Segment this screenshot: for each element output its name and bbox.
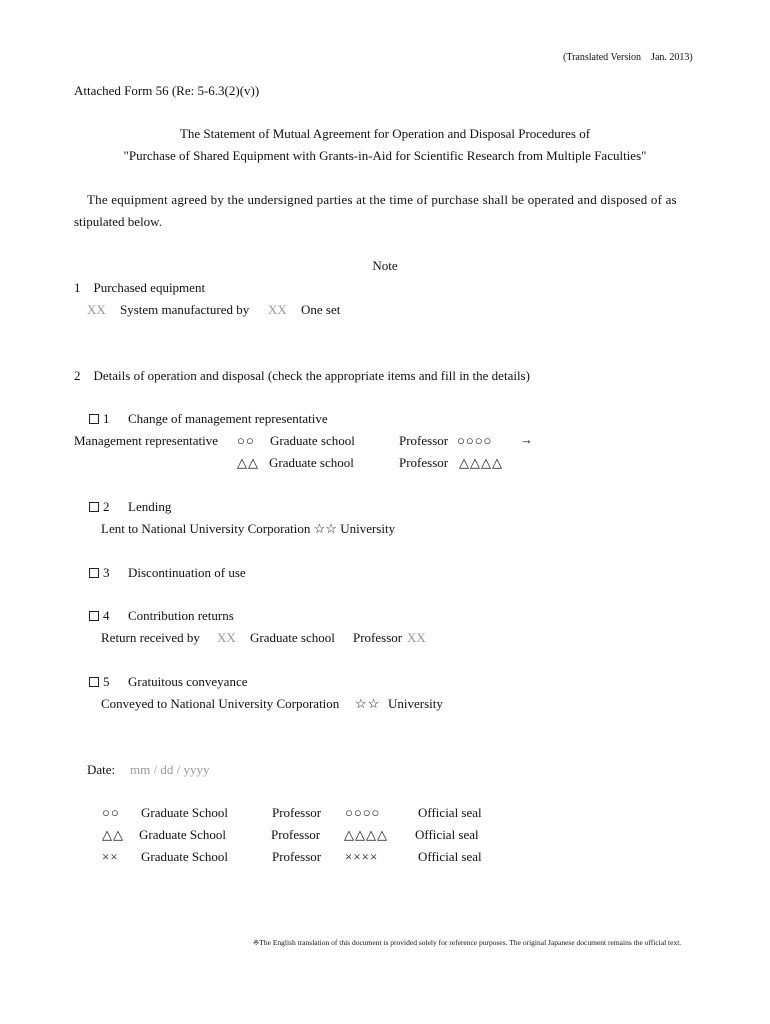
section1-heading: 1 Purchased equipment <box>74 280 206 295</box>
conveyed-university-symbols: ☆☆ <box>355 696 381 711</box>
new-school: Graduate school <box>269 455 354 470</box>
document-title-line-1: The Statement of Mutual Agreement for Operation and Disposal Procedures of <box>179 126 591 141</box>
item2-row <box>89 500 110 513</box>
manufactured-by-label: System manufactured by <box>120 302 250 317</box>
management-representative-label: Management representative <box>74 433 219 448</box>
signatory2-school: Graduate School <box>139 827 227 842</box>
date-label: Date: <box>87 762 116 777</box>
item2-label: Lending <box>128 499 172 514</box>
return-professor-title: Professor <box>353 630 403 645</box>
item1-label: Change of management representative <box>128 411 328 426</box>
current-school: Graduate school <box>270 433 355 448</box>
document-title-line-2: "Purchase of Shared Equipment with Grants-in-Aid for Scientific Research from Multiple Faculties" <box>123 148 647 163</box>
item3-checkbox[interactable] <box>89 568 99 578</box>
item5-label: Gratuitous conveyance <box>128 674 248 689</box>
return-professor-placeholder: XX <box>407 630 426 645</box>
signatory2-name: △△△△ <box>344 827 388 842</box>
signatory3-name: ×××× <box>345 849 379 864</box>
item1-number: 1 <box>103 411 110 426</box>
signatory3-school: Graduate School <box>141 849 229 864</box>
current-professor-title: Professor <box>399 433 449 448</box>
item5-row <box>89 675 110 688</box>
translated-version-note: (Translated Version Jan. 2013) <box>563 52 693 63</box>
conveyed-university-label: University <box>388 696 443 711</box>
signatory1-title: Professor <box>272 805 322 820</box>
item1-row <box>89 412 110 425</box>
intro-line-1: The equipment agreed by the undersigned parties at the time of purchase shall be operated and disposed of as <box>87 192 677 207</box>
return-graduate-school: Graduate school <box>250 630 335 645</box>
item5-number: 5 <box>103 674 110 689</box>
conveyed-to-label: Conveyed to National University Corporation <box>101 696 340 711</box>
date-field[interactable]: mm / dd / yyyy <box>130 762 210 777</box>
item3-row <box>89 566 110 579</box>
item3-number: 3 <box>103 565 110 580</box>
translation-footnote: ※The English translation of this document is provided solely for reference purposes. The original Japanese document remains the official text. <box>253 938 682 947</box>
item3-label: Discontinuation of use <box>128 565 246 580</box>
signatory3-symbols: ×× <box>102 849 119 864</box>
item2-checkbox[interactable] <box>89 502 99 512</box>
item1-checkbox[interactable] <box>89 414 99 424</box>
note-label: Note <box>372 258 398 273</box>
item4-label: Contribution returns <box>128 608 234 623</box>
item5-checkbox[interactable] <box>89 677 99 687</box>
signatory2-title: Professor <box>271 827 321 842</box>
return-received-label: Return received by <box>101 630 200 645</box>
new-professor-title: Professor <box>399 455 449 470</box>
item2-number: 2 <box>103 499 110 514</box>
equipment-name-placeholder: XX <box>87 302 106 317</box>
new-school-symbols: △△ <box>237 455 259 470</box>
manufacturer-placeholder: XX <box>268 302 287 317</box>
intro-line-2: stipulated below. <box>74 214 162 229</box>
signatory3-title: Professor <box>272 849 322 864</box>
item4-checkbox[interactable] <box>89 611 99 621</box>
item4-number: 4 <box>103 608 110 623</box>
quantity-text: One set <box>301 302 341 317</box>
signatory1-school: Graduate School <box>141 805 229 820</box>
lending-detail: Lent to National University Corporation ☆☆ University <box>101 521 396 536</box>
return-school-placeholder: XX <box>217 630 236 645</box>
current-school-symbols: ○○ <box>237 433 255 448</box>
signatory1-name: ○○○○ <box>345 805 381 820</box>
signatory2-symbols: △△ <box>102 827 124 842</box>
current-professor-name: ○○○○ <box>457 433 493 448</box>
signatory1-seal: Official seal <box>418 805 482 820</box>
signatory2-seal: Official seal <box>415 827 479 842</box>
signatory1-symbols: ○○ <box>102 805 120 820</box>
section2-heading: 2 Details of operation and disposal (check the appropriate items and fill in the details) <box>74 368 530 383</box>
new-professor-name: △△△△ <box>459 455 503 470</box>
item4-row <box>89 609 110 622</box>
arrow-right-icon: → <box>520 432 533 447</box>
signatory3-seal: Official seal <box>418 849 482 864</box>
form-reference: Attached Form 56 (Re: 5-6.3(2)(v)) <box>74 83 260 98</box>
